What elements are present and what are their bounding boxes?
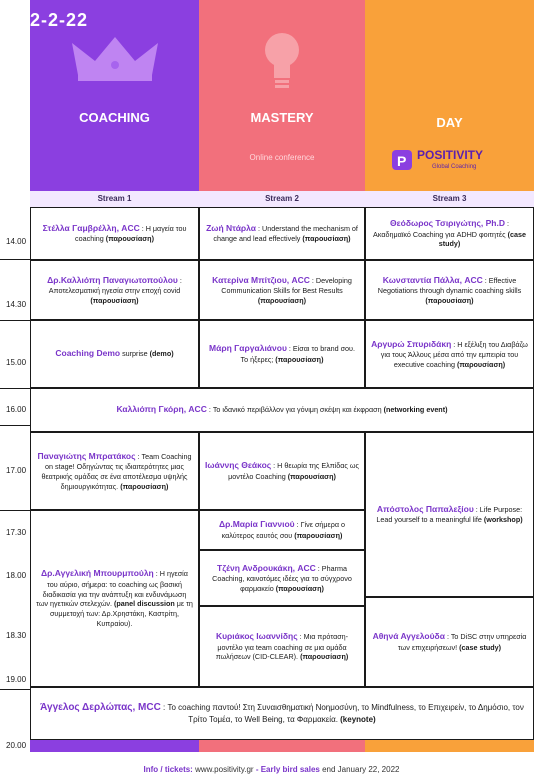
event-date: 2-2-22 — [30, 10, 89, 30]
coaching-title: COACHING — [79, 110, 150, 125]
footer — [0, 765, 543, 774]
time-1500: 15.00 — [6, 358, 27, 367]
session-text: : Μια πρόταση-μοντέλο για team coaching σε μια ομάδα πωλήσεων (CID-CLEAR). — [215, 632, 349, 662]
footer-label: Info / tickets: — [143, 765, 193, 774]
time-1800: 18.00 — [6, 571, 27, 580]
speaker-name: Κυριάκος Ιωαννίδης — [215, 631, 298, 642]
session-type: (παρουσίαση) — [120, 481, 169, 491]
session-stream1-1700 — [30, 432, 199, 510]
speaker-name: Αργυρώ Σπυριδάκη — [371, 338, 452, 349]
time-1830: 18.30 — [6, 631, 27, 640]
session-stream3-1430 — [365, 260, 534, 320]
speaker-name: Δρ.Μαρία Γιαννιού — [219, 519, 295, 530]
session-text: : Developing Communication Skills for Best Results — [221, 275, 352, 296]
session-text: : Ακαδημαϊκό Coaching για ADHD φοιτητές — [373, 219, 509, 239]
mastery-title: MASTERY — [250, 110, 314, 125]
session-text: : Team Coaching on stage! Οδηγώντας τις ιδιαιτερότητες μιας θεατρικής ομάδας σε ένα αποτέλεσμα υψηλής δημιουργικότητας. — [41, 451, 192, 491]
session-text: : Το coaching παντού! Στη Συναισθηματική Νοημοσύνη, το Mindfulness, το Επιχειρείν, το Δημόσιο, τον Τρίτο Τομέα, το Well Being, τα Φαρμακεία. — [160, 703, 524, 724]
stream-3-header: Stream 3 — [365, 191, 534, 207]
footer-end-date: end January 22, 2022 — [319, 765, 400, 774]
session-type: (keynote) — [340, 714, 376, 724]
brand-name: POSITIVITY — [417, 148, 484, 162]
session-type: (παρουσίαση) — [287, 471, 336, 481]
speaker-name: Δρ.Καλλιόπη Παναγιωτοπούλου — [47, 274, 178, 285]
session-stream1-1400 — [30, 207, 199, 260]
session-type: (networking event) — [383, 405, 448, 415]
speaker-name: Ιωάννης Θεάκος — [205, 460, 272, 471]
time-1430: 14.30 — [6, 300, 27, 309]
session-text: surprise — [120, 349, 150, 359]
session-text: : Η ηγεσία του αύριο, σήμερα: το coaching ως βασική διαδικασία για την ανάπτυξη και ενδυνάμωση των ηγετικών στελεχών. — [36, 569, 188, 609]
session-stream1-1430 — [30, 260, 199, 320]
day-title: DAY — [436, 115, 463, 130]
speaker-name: Coaching Demo — [55, 348, 121, 359]
session-stream3-1400 — [365, 207, 534, 260]
session-stream2-1500 — [199, 320, 365, 388]
session-type: (παρουσίαση) — [105, 234, 154, 244]
session-type: (παρουσίαση) — [294, 530, 343, 540]
session-type: (παρουσίαση) — [275, 583, 324, 593]
session-stream3-1830 — [365, 597, 534, 687]
session-stream3-1500 — [365, 320, 534, 388]
mastery-subtitle: Online conference — [249, 153, 315, 162]
session-text: : Understand the mechanism of change and lead effectively — [213, 223, 358, 244]
speaker-name: Δρ.Αγγελική Μπουρμπούλη — [41, 568, 154, 579]
session-text: : Η μαγεία του coaching — [75, 223, 187, 244]
stream-1-header: Stream 1 — [30, 191, 199, 207]
stream-2-header: Stream 2 — [199, 191, 365, 207]
session-stream2-1700 — [199, 432, 365, 510]
session-type: (demo) — [149, 349, 174, 359]
session-keynote — [30, 687, 534, 740]
speaker-name: Τζένη Ανδρουκάκη, ACC — [217, 562, 316, 573]
session-text: : Το DiSC στην υπηρεσία των επιχειρήσεων! — [397, 632, 527, 652]
speaker-name: Καλλιόπη Γκόρη, ACC — [116, 404, 207, 415]
crown-icon — [70, 35, 160, 83]
time-divider — [0, 425, 30, 426]
session-stream3-workshop — [365, 432, 534, 597]
time-divider — [0, 259, 30, 260]
session-stream2-1430 — [199, 260, 365, 320]
session-type: (παρουσίαση) — [456, 359, 506, 369]
speaker-name: Ζωή Ντάρλα — [206, 222, 257, 233]
session-stream1-1500 — [30, 320, 199, 388]
session-stream2-1830 — [199, 606, 365, 687]
session-type: (παρουσίαση) — [425, 295, 474, 305]
speaker-name: Αθηνά Αγγελούδα — [372, 631, 445, 642]
session-text: : Αποτελεσματική ηγεσία στην εποχή covid — [48, 275, 182, 296]
speaker-name: Κατερίνα Μπίτζιου, ACC — [212, 274, 310, 285]
time-1700: 17.00 — [6, 466, 27, 475]
session-type: (παρουσίαση) — [302, 234, 351, 244]
session-type: (παρουσίαση) — [300, 652, 349, 662]
time-divider — [0, 388, 30, 389]
footer-url[interactable]: www.positivity.gr — [192, 765, 256, 774]
time-1730: 17.30 — [6, 528, 27, 537]
session-type: (παρουσίαση) — [257, 295, 307, 305]
session-type: (παρουσίαση) — [90, 295, 139, 305]
speaker-name: Παναγιώτης Μπρατάκος — [37, 450, 136, 461]
session-text: : Η θεωρία της Ελπίδας ως μοντέλο Coaching — [228, 461, 359, 481]
footer-early-bird: - Early bird sales — [255, 765, 320, 774]
session-text: : Life Purpose: Lead yourself to a meaningful life — [376, 504, 523, 525]
svg-text:P: P — [397, 153, 407, 169]
session-text: : Pharma Coaching, καινοτόμες ιδέες για το σύγχρονο φαρμακείο — [212, 563, 352, 593]
time-divider — [0, 320, 30, 321]
session-type: (case study) — [459, 642, 502, 652]
session-stream2-1400 — [199, 207, 365, 260]
brand-sub: Global Coaching — [432, 164, 477, 170]
session-type: (case study) — [438, 229, 526, 249]
session-stream2-1730 — [199, 510, 365, 550]
session-text: : Είσαι το brand σου. Το ήξερες; — [240, 344, 355, 364]
session-extra: με τη συμμετοχή των: Δρ.Χρηστάκη, Καστρίτη, Κυπραίου). — [49, 599, 193, 628]
lightbulb-icon — [262, 30, 302, 92]
speaker-name: Κωνσταντία Πάλλα, ACC — [382, 274, 483, 285]
session-type: (παρουσίαση) — [275, 354, 324, 364]
session-stream2-1800 — [199, 550, 365, 606]
speaker-name: Στέλλα Γαμβρέλλη, ACC — [42, 222, 140, 233]
session-type: (panel discussion — [114, 599, 175, 609]
session-text: : Γίνε σήμερα ο καλύτερος εαυτός σου — [221, 520, 345, 540]
time-1400: 14.00 — [6, 237, 27, 246]
speaker-name: Μάρη Γαργαλιάνου — [209, 343, 287, 354]
session-text: : Η εξέλιξη του Διαβάζω για τους Άλλους μέσα από την εμπειρία του executive coaching — [380, 339, 528, 369]
session-type: (workshop) — [483, 515, 523, 525]
time-divider — [0, 689, 30, 690]
time-2000: 20.00 — [6, 741, 27, 750]
session-text: : Το ιδανικό περιβάλλον για γόνιμη σκέψη και έκφραση — [206, 405, 384, 415]
time-1600: 16.00 — [6, 405, 27, 414]
positivity-logo-icon — [390, 148, 414, 172]
speaker-name: Άγγελος Δερλώπας, MCC — [40, 702, 161, 714]
time-divider — [0, 510, 30, 511]
session-networking — [30, 388, 534, 432]
session-text: : Effective Negotiations through dynamic coaching skills — [377, 275, 522, 296]
time-1900: 19.00 — [6, 675, 27, 684]
speaker-name: Απόστολος Παπαλεξίου — [376, 503, 474, 514]
speaker-name: Θεόδωρος Τσιριγώτης, Ph.D — [390, 218, 505, 229]
session-stream1-panel — [30, 510, 199, 687]
